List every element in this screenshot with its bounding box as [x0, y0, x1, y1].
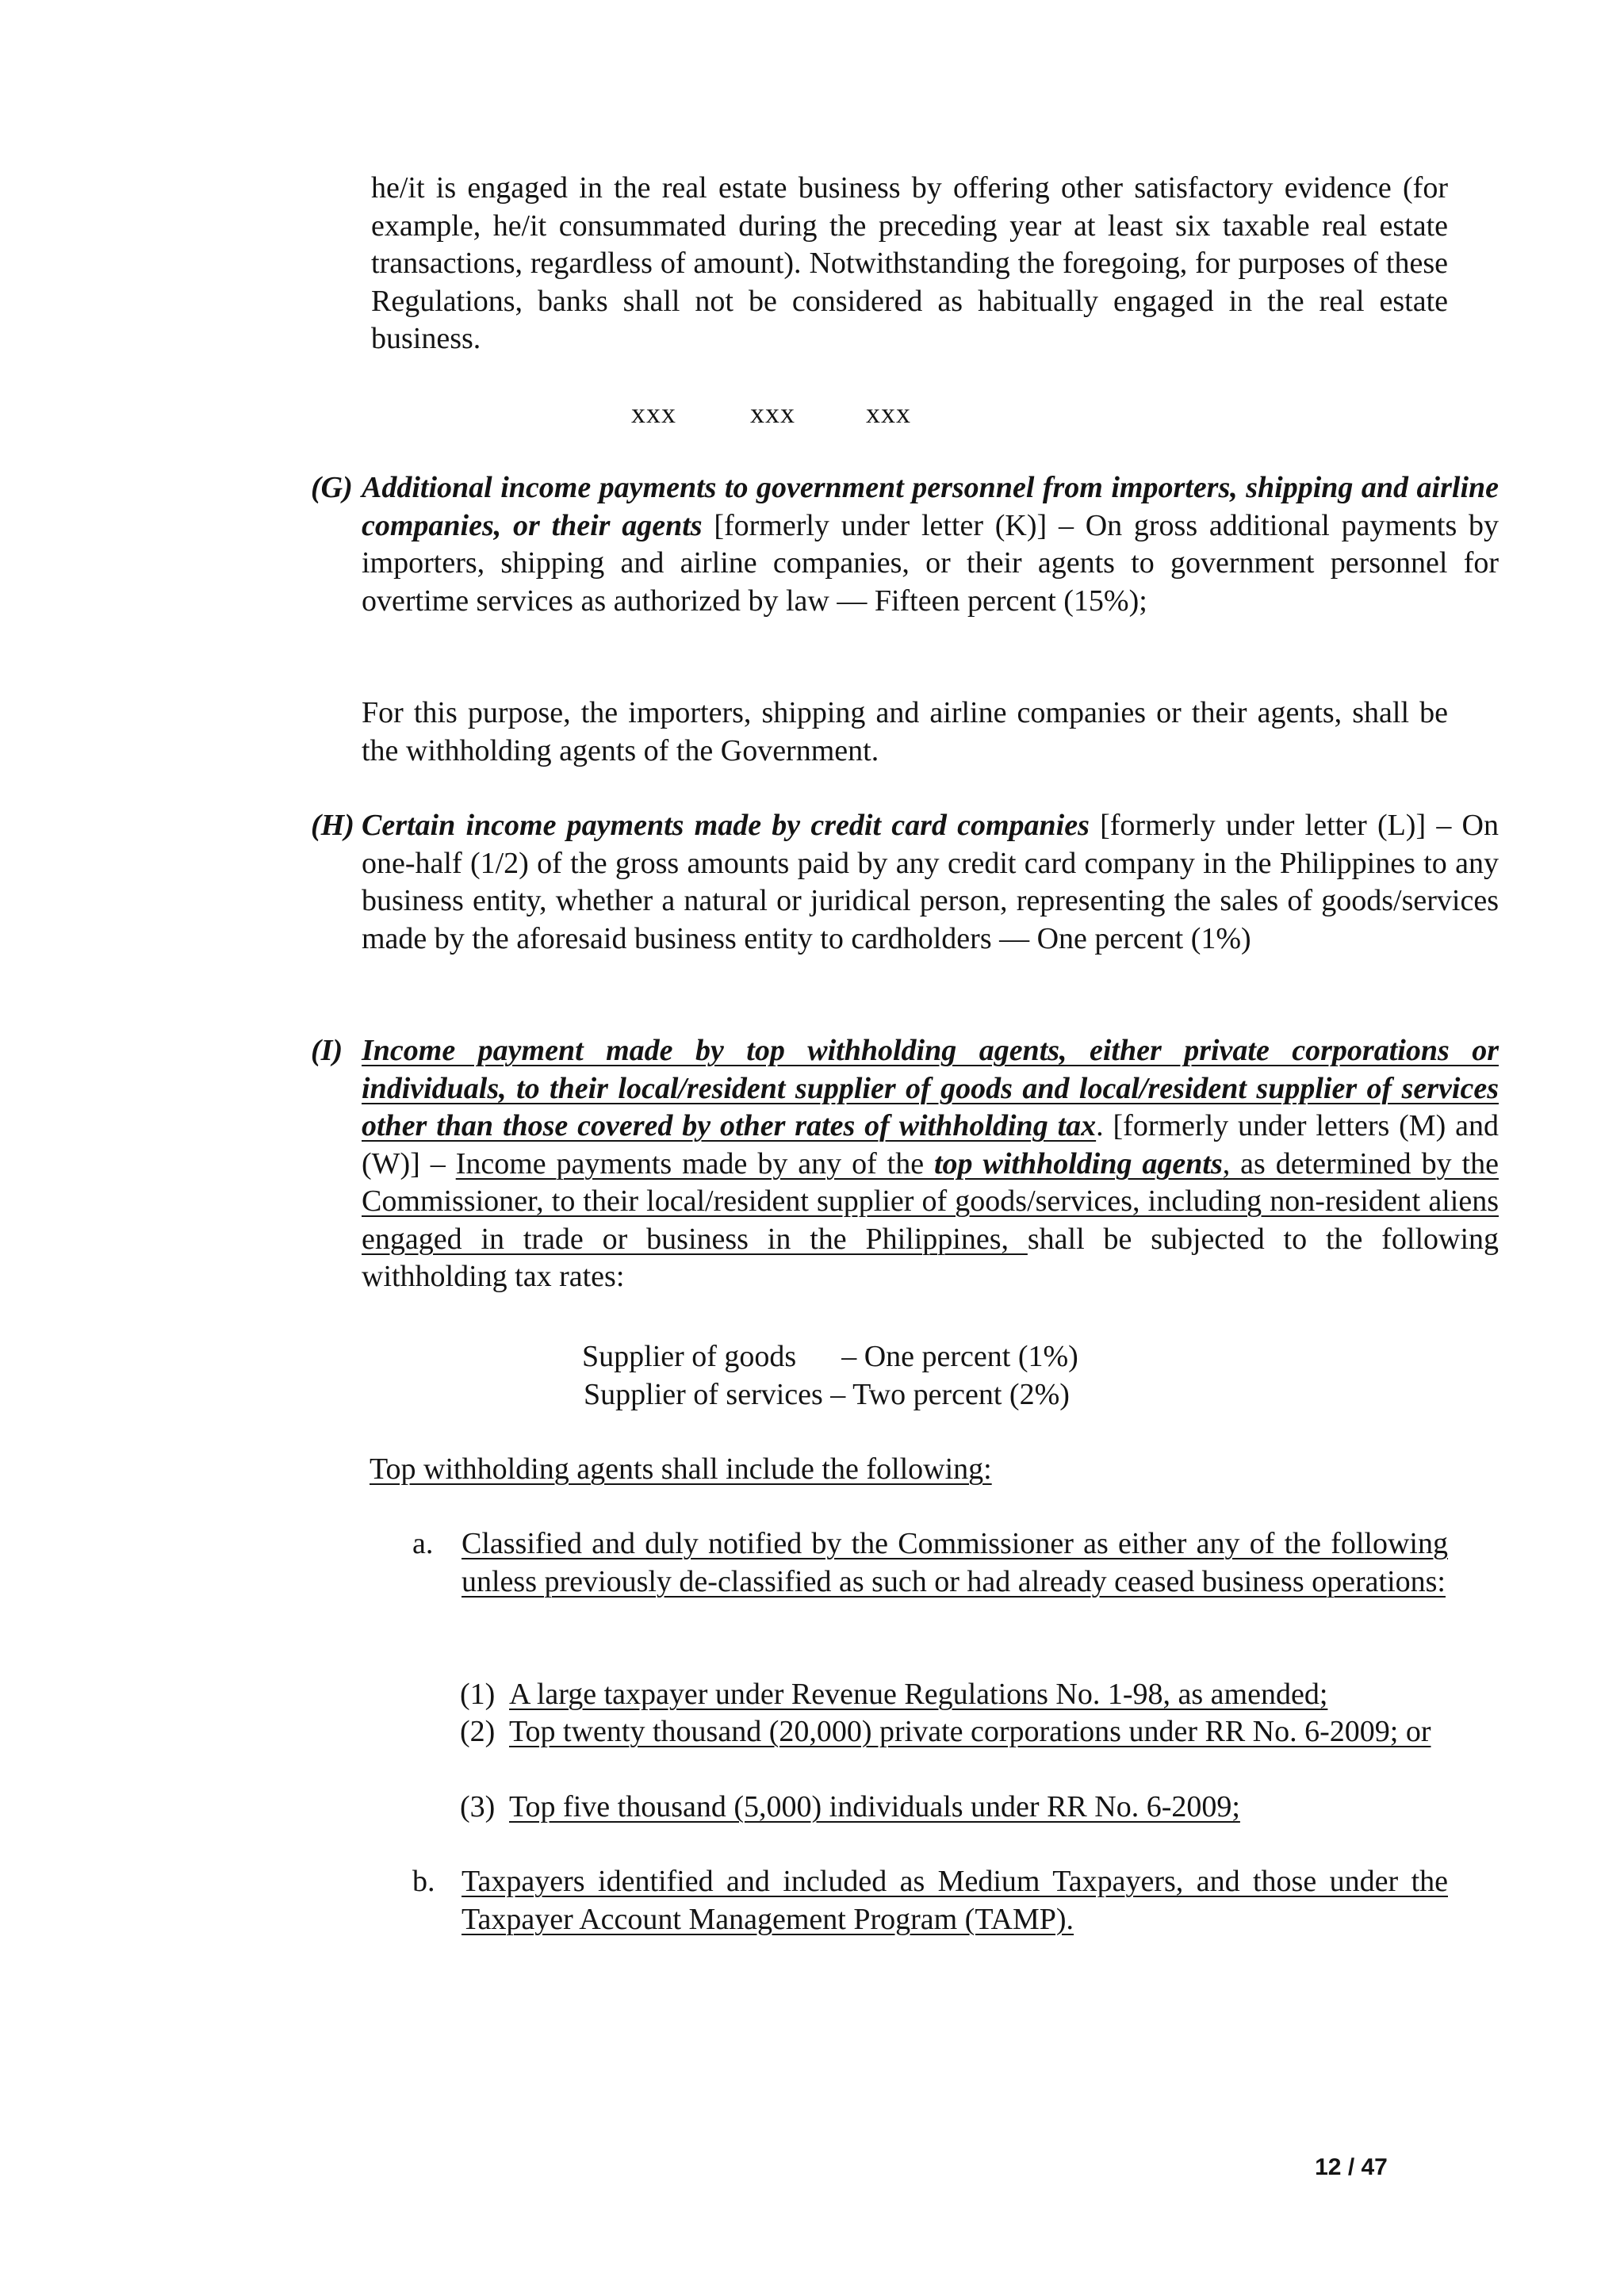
section-i-label: (I)	[311, 1034, 343, 1067]
omission-marker	[631, 395, 964, 433]
rate-services: Supplier of services – Two percent (2%)	[584, 1377, 1070, 1411]
section-i-top-withholding-agents: top withholding agents	[934, 1146, 1223, 1181]
section-h-label: (H)	[311, 809, 354, 842]
list-item-a-text: Classified and duly notified by the Commissioner as either any of the following unless previously de-classified as such or had already ceased business operations:	[462, 1527, 1448, 1598]
omission-xxx-1: xxx	[631, 397, 676, 429]
section-h-heading: Certain income payments made by credit card companies	[362, 809, 1090, 842]
list-subitem-1-label: (1)	[460, 1678, 496, 1711]
list-subitem-3-text: Top five thousand (5,000) individuals under RR No. 6-2009;	[509, 1790, 1240, 1823]
list-subitem-3-label: (3)	[460, 1790, 496, 1823]
list-subitem-2-text: Top twenty thousand (20,000) private corporations under RR No. 6-2009; or	[509, 1715, 1431, 1748]
section-g-label: (G)	[311, 471, 353, 504]
list-item-b-label: b.	[412, 1865, 435, 1898]
section-h-body: [formerly under letter (L)] – On one-half (1/2) of the gross amounts paid by any credit card company in the Philippines to any business entity, whether a natural or juridical person, representing the sales of goods/services made by the aforesaid business entity to cardholders — One percent (1%)	[362, 809, 1499, 955]
section-i-heading: Income payment made by top withholding agents, either private corporations or individuals, to their local/resident supplier of goods and local/resident supplier of services other than those covered by other rates of withholding tax	[362, 1034, 1499, 1142]
omission-xxx-2: xxx	[750, 397, 795, 429]
section-i-after-heading: . [formerly under letters (M) and (W)] –	[362, 1109, 1499, 1181]
section-g-heading: Additional income payments to government personnel from importers, shipping and airline companies, or their agents	[362, 471, 1499, 542]
section-g	[311, 469, 1499, 620]
section-g-para2: For this purpose, the importers, shipping and airline companies or their agents, shall be the withholding agents of the Government.	[362, 696, 1448, 767]
withholding-rates	[580, 1338, 1136, 1414]
list-subitem-2-label: (2)	[460, 1715, 496, 1748]
top-agents-intro: Top withholding agents shall include the following:	[370, 1452, 992, 1486]
page-number: 12 / 47	[1315, 2154, 1388, 2180]
rate-goods: Supplier of goods – One percent (1%)	[582, 1340, 1078, 1373]
section-i	[311, 1032, 1499, 1296]
section-i-underlined-part1: Income payments made by any of the	[455, 1146, 934, 1181]
section-g-body: [formerly under letter (K)] – On gross additional payments by importers, shipping and airline companies, or their agents to government personnel for overtime services as authorized by law — Fifteen percent (15%);	[362, 508, 1499, 618]
list-item-a-label: a.	[412, 1527, 434, 1560]
section-i-tail: shall be subjected to the following withholding tax rates:	[362, 1222, 1500, 1293]
section-h	[311, 807, 1499, 958]
intro-paragraph: he/it is engaged in the real estate business by offering other satisfactory evidence (for example, he/it consummated during the preceding year at least six taxable real estate transactions, regardless of amount). Notwithstanding the foregoing, for purposes of these Regulations, banks shall not be considered as habitually engaged in the real estate business.	[371, 171, 1448, 355]
section-i-underlined-part2: , as determined by the Commissioner, to their local/resident supplier of goods/services, including non-resident aliens engaged in trade or business in the Philippines,	[362, 1146, 1499, 1256]
list-subitem-1-text: A large taxpayer under Revenue Regulations No. 1-98, as amended;	[509, 1678, 1328, 1711]
list-item-b-text: Taxpayers identified and included as Medium Taxpayers, and those under the Taxpayer Account Management Program (TAMP).	[462, 1865, 1448, 1936]
omission-xxx-3: xxx	[866, 397, 911, 429]
